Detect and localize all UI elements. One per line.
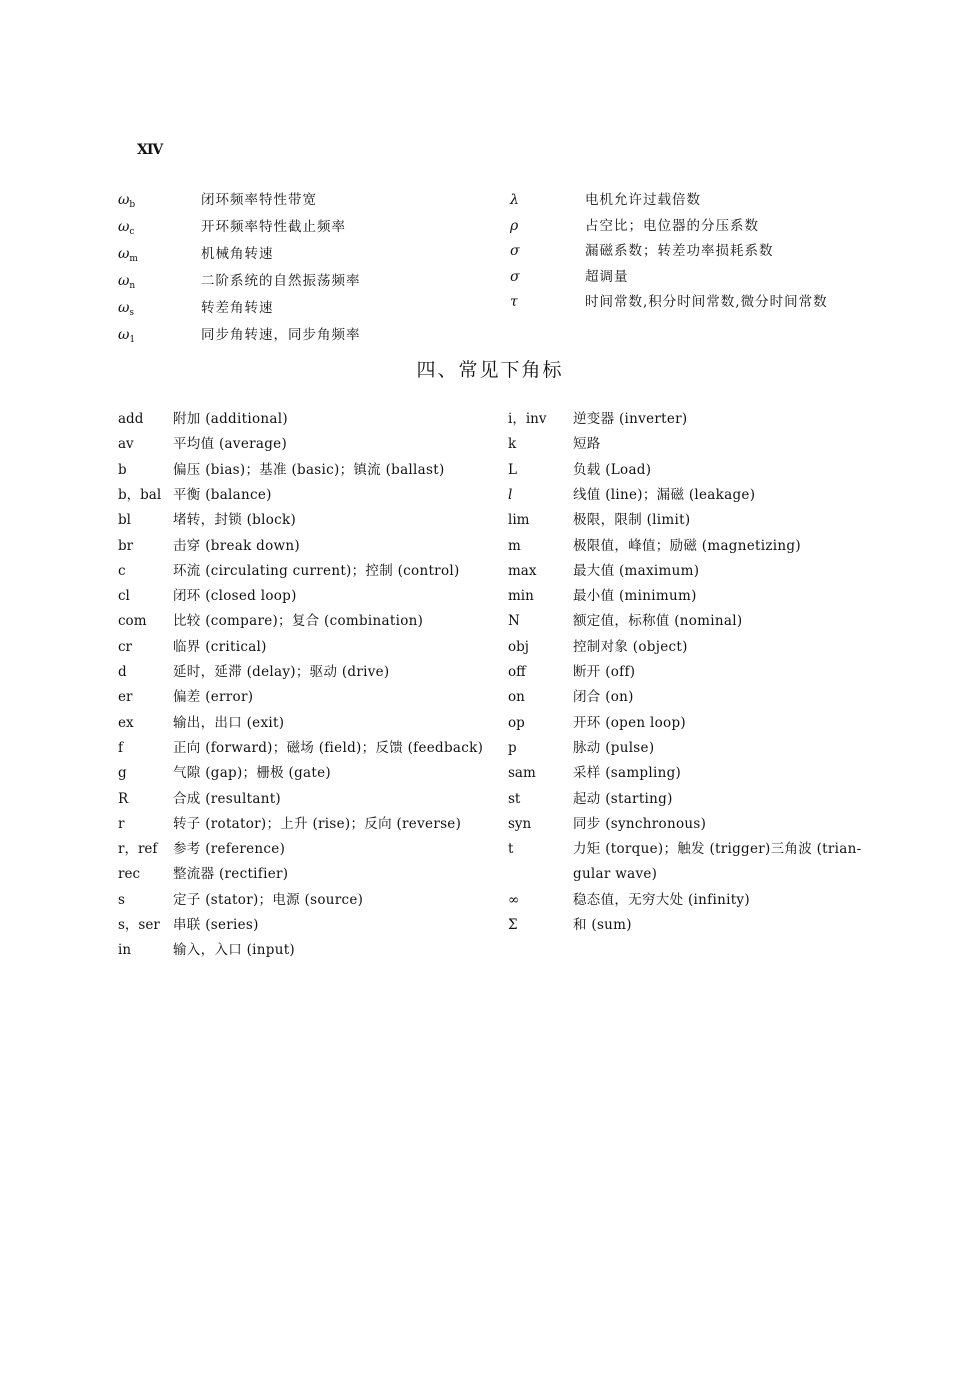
- subscript-row: [508, 561, 948, 581]
- subscript-meaning: 击穿 (break down): [173, 537, 300, 554]
- subscript-row: [508, 434, 948, 454]
- subscript-meaning: 力矩 (torque)；触发 (trigger)三角波 (trian-: [573, 841, 862, 858]
- subscript-row: [118, 763, 558, 783]
- subscript-meaning: 同步 (synchronous): [573, 815, 707, 832]
- symbol-base: ω: [118, 300, 130, 316]
- subscript-meaning: 逆变器 (inverter): [573, 411, 688, 427]
- subscript-row: [118, 409, 558, 429]
- subscript-abbr: i，inv: [508, 411, 547, 427]
- subscript-row: [118, 460, 558, 480]
- symbol: [510, 241, 520, 261]
- subscript-meaning: 气隙 (gap)；栅极 (gate): [173, 765, 331, 782]
- subscript-abbr: sam: [508, 765, 536, 782]
- symbol-base: τ: [510, 294, 518, 310]
- subscript-meaning: 平衡 (balance): [173, 486, 272, 503]
- subscript-abbr: er: [118, 689, 133, 706]
- symbol-subscript: c: [129, 227, 135, 237]
- subscript-abbr: off: [508, 664, 526, 680]
- subscript-abbr: rec: [118, 866, 141, 883]
- subscript-abbr: N: [508, 613, 520, 630]
- symbol-subscript: n: [129, 281, 136, 291]
- subscript-row: [508, 637, 948, 657]
- subscript-row: [118, 687, 558, 707]
- subscript-meaning: 稳态值，无穷大处 (infinity): [573, 891, 750, 908]
- subscript-meaning: 临界 (critical): [173, 638, 267, 655]
- subscript-abbr: b: [118, 461, 127, 478]
- subscript-row: [508, 687, 948, 707]
- subscript-row: [508, 460, 948, 480]
- subscript-abbr: lim: [508, 512, 530, 529]
- subscript-abbr: av: [118, 436, 134, 453]
- subscript-meaning: 极限，限制 (limit): [573, 512, 691, 529]
- subscript-row: [508, 409, 948, 429]
- subscript-abbr: g: [118, 765, 127, 782]
- symbol-base: ρ: [510, 217, 519, 234]
- symbol-base: ω: [118, 219, 130, 235]
- symbol-description: 时间常数,积分时间常数,微分时间常数: [585, 294, 828, 310]
- subscript-meaning: 线值 (line)；漏磁 (leakage): [573, 486, 756, 503]
- subscript-abbr: br: [118, 537, 134, 554]
- symbol: [118, 190, 135, 215]
- subscript-row: [508, 536, 948, 556]
- subscript-abbr: st: [508, 790, 521, 807]
- subscript-row: [508, 738, 948, 758]
- subscript-meaning: 极限值，峰值；励磁 (magnetizing): [573, 537, 801, 554]
- subscript-abbr: s: [118, 891, 125, 908]
- subscript-abbr: p: [508, 739, 517, 756]
- subscript-row: [508, 915, 948, 935]
- subscript-meaning: 和 (sum): [573, 917, 632, 933]
- subscript-row: [118, 561, 558, 581]
- subscript-row: [508, 864, 948, 884]
- subscript-abbr: max: [508, 562, 537, 579]
- symbol-subscript: s: [129, 308, 135, 318]
- symbol-description: 占空比；电位器的分压系数: [585, 217, 759, 234]
- symbol-base: ω: [118, 273, 130, 289]
- subscript-abbr: ∞: [508, 891, 520, 908]
- subscript-abbr: syn: [508, 815, 532, 832]
- subscript-row: [508, 611, 948, 631]
- symbol-base: ω: [118, 327, 130, 343]
- subscript-row: [118, 814, 558, 834]
- subscript-abbr: r，ref: [118, 841, 158, 858]
- symbol: [118, 298, 134, 323]
- subscript-row: [118, 839, 558, 859]
- subscript-abbr: bl: [118, 512, 131, 529]
- subscript-abbr: r: [118, 815, 125, 832]
- subscript-meaning: 参考 (reference): [173, 841, 286, 858]
- subscript-row: [118, 510, 558, 530]
- symbol-row: [510, 190, 930, 210]
- subscript-abbr: f: [118, 739, 123, 756]
- subscript-meaning: 开环 (open loop): [573, 714, 686, 731]
- symbol-subscript: m: [129, 254, 138, 264]
- subscript-abbr: in: [118, 942, 132, 959]
- symbol-row: [118, 325, 538, 345]
- symbol: [510, 216, 518, 236]
- subscript-abbr: t: [508, 841, 514, 858]
- symbol: [510, 267, 520, 287]
- subscript-meaning: 比较 (compare)；复合 (combination): [173, 613, 424, 630]
- symbol-row: [118, 298, 538, 318]
- subscript-meaning: 整流器 (rectifier): [173, 866, 289, 883]
- symbol-description: 漏磁系数；转差功率损耗系数: [585, 243, 774, 259]
- subscript-abbr: R: [118, 790, 129, 807]
- symbol-subscript: b: [129, 200, 136, 210]
- symbol-row: [118, 244, 538, 264]
- subscript-meaning: 最大值 (maximum): [573, 562, 700, 579]
- subscript-meaning: 定子 (stator)；电源 (source): [173, 891, 364, 908]
- symbol-description: 开环频率特性截止频率: [201, 219, 346, 235]
- symbol-row: [510, 216, 930, 236]
- subscript-meaning: 控制对象 (object): [573, 638, 688, 655]
- subscript-meaning: 堵转，封锁 (block): [173, 512, 297, 529]
- symbol-row: [510, 241, 930, 261]
- subscript-abbr: m: [508, 537, 521, 554]
- subscript-row: [118, 890, 558, 910]
- subscript-row: [118, 434, 558, 454]
- symbol-row: [118, 217, 538, 237]
- subscript-abbr: b，bal: [118, 486, 162, 503]
- symbol-base: σ: [510, 268, 520, 285]
- subscript-meaning: 输入，入口 (input): [173, 942, 295, 959]
- subscript-meaning: 闭合 (on): [573, 689, 634, 706]
- subscript-meaning: 正向 (forward)；磁场 (field)；反馈 (feedback): [173, 739, 484, 756]
- subscript-abbr: obj: [508, 638, 529, 655]
- symbol: [510, 190, 519, 210]
- subscript-abbr: Σ: [508, 917, 518, 933]
- subscript-row: [118, 662, 558, 682]
- subscript-meaning: 合成 (resultant): [173, 790, 282, 807]
- subscript-row: [118, 940, 558, 960]
- subscript-meaning: 附加 (additional): [173, 411, 288, 427]
- subscript-meaning: 串联 (series): [173, 917, 259, 933]
- subscript-abbr: d: [118, 664, 127, 680]
- subscript-abbr: on: [508, 689, 525, 706]
- subscript-abbr: s，ser: [118, 917, 160, 933]
- subscript-abbr: L: [508, 461, 517, 478]
- section-title: 四、常见下角标: [416, 359, 564, 381]
- symbol: [118, 271, 135, 296]
- subscript-row: [118, 485, 558, 505]
- symbol-row: [118, 268, 538, 291]
- symbol: [510, 292, 518, 312]
- symbol-description: 同步角转速，同步角频率: [201, 327, 361, 343]
- subscript-row: [508, 510, 948, 530]
- subscript-abbr: add: [118, 411, 144, 427]
- symbol-description: 转差角转速: [201, 300, 274, 316]
- subscript-row: [118, 637, 558, 657]
- subscript-meaning: 延时，延滞 (delay)；驱动 (drive): [173, 664, 390, 680]
- symbol-description: 电机允许过载倍数: [585, 192, 701, 208]
- subscript-meaning: 断开 (off): [573, 664, 636, 680]
- subscript-meaning: 短路: [573, 436, 601, 453]
- subscript-row: [508, 814, 948, 834]
- subscript-abbr: l: [508, 486, 513, 503]
- subscript-row: [508, 839, 948, 859]
- subscript-row: [508, 763, 948, 783]
- subscript-meaning: 闭环 (closed loop): [173, 588, 297, 605]
- symbol: [118, 244, 138, 269]
- symbol-description: 闭环频率特性带宽: [201, 192, 317, 208]
- subscript-row: [118, 586, 558, 606]
- subscript-row: [508, 586, 948, 606]
- subscript-row: [118, 864, 558, 884]
- symbol-row: [510, 292, 930, 312]
- subscript-abbr: ex: [118, 714, 134, 731]
- subscript-row: [508, 662, 948, 682]
- subscript-row: [118, 789, 558, 809]
- subscript-row: [118, 915, 558, 935]
- subscript-abbr: cl: [118, 588, 130, 605]
- subscript-meaning: 环流 (circulating current)；控制 (control): [173, 562, 460, 579]
- subscript-meaning: 最小值 (minimum): [573, 588, 697, 605]
- subscript-meaning: 脉动 (pulse): [573, 739, 655, 756]
- symbol-subscript: 1: [129, 335, 136, 345]
- subscript-row: [118, 738, 558, 758]
- symbol: [118, 325, 135, 350]
- subscript-meaning: gular wave): [573, 866, 658, 883]
- subscript-meaning: 转子 (rotator)；上升 (rise)；反向 (reverse): [173, 815, 462, 832]
- subscript-meaning: 额定值，标称值 (nominal): [573, 613, 743, 630]
- subscript-row: [118, 611, 558, 631]
- subscript-meaning: 采样 (sampling): [573, 765, 682, 782]
- symbol-description: 超调量: [585, 268, 629, 285]
- subscript-row: [118, 536, 558, 556]
- symbol-description: 机械角转速: [201, 246, 274, 262]
- subscript-abbr: c: [118, 562, 126, 579]
- page-number: XIV: [137, 142, 163, 158]
- symbol-row: [118, 190, 538, 210]
- subscript-row: [508, 890, 948, 910]
- subscript-meaning: 偏差 (error): [173, 689, 254, 706]
- subscript-abbr: op: [508, 714, 525, 731]
- subscript-meaning: 负载 (Load): [573, 461, 652, 478]
- symbol-row: [510, 267, 930, 287]
- subscript-meaning: 起动 (starting): [573, 790, 673, 807]
- symbol-base: σ: [510, 243, 520, 259]
- subscript-row: [118, 713, 558, 733]
- symbol: [118, 217, 134, 242]
- subscript-abbr: cr: [118, 638, 133, 655]
- subscript-row: [508, 789, 948, 809]
- symbol-base: ω: [118, 192, 130, 208]
- subscript-meaning: 偏压 (bias)；基准 (basic)；镇流 (ballast): [173, 461, 445, 478]
- symbol-base: λ: [510, 192, 519, 208]
- subscript-row: [508, 713, 948, 733]
- subscript-abbr: min: [508, 588, 534, 605]
- subscript-abbr: com: [118, 613, 147, 630]
- subscript-abbr: k: [508, 436, 517, 453]
- subscript-meaning: 平均值 (average): [173, 436, 288, 453]
- subscript-row: [508, 485, 948, 505]
- symbol-base: ω: [118, 246, 130, 262]
- subscript-meaning: 输出，出口 (exit): [173, 714, 285, 731]
- symbol-description: 二阶系统的自然振荡频率: [201, 273, 361, 289]
